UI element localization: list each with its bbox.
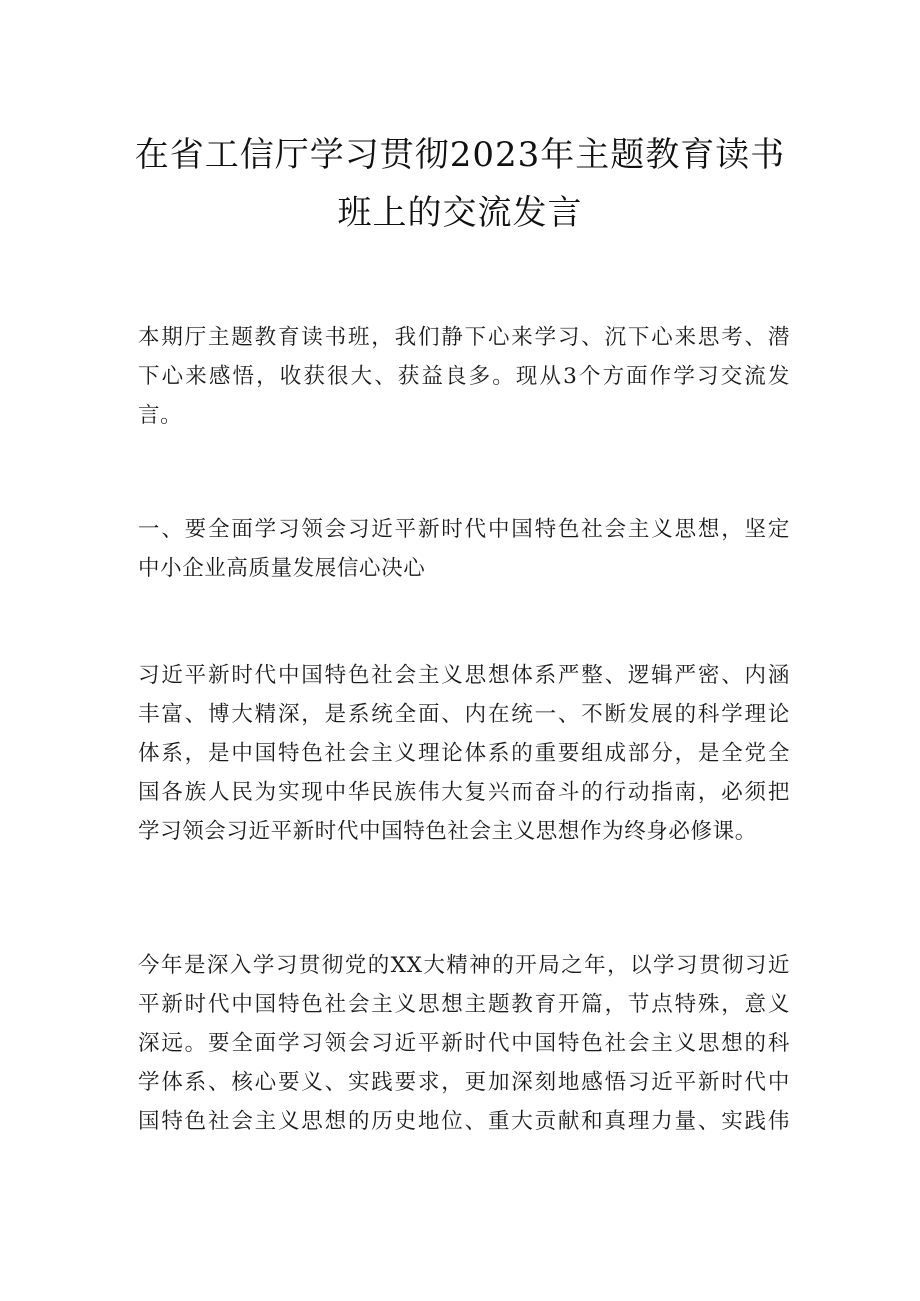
paragraph-line: 国特色社会主义思想的历史地位、重大贡献和真理力量、实践伟 xyxy=(138,1109,790,1134)
paragraph-line: 学体系、核心要义、实践要求，更加深刻地感悟习近平新时代中 xyxy=(138,1070,790,1095)
paragraph-line: 平新时代中国特色社会主义思想主题教育开篇，节点特殊，意义 xyxy=(138,992,790,1017)
body-paragraph xyxy=(138,946,790,1141)
paragraph-line: 下心来感悟，收获很大、获益良多。现从3个方面作学习交流发 xyxy=(138,364,790,389)
paragraph-line: 国各族人民为实现中华民族伟大复兴而奋斗的行动指南，必须把 xyxy=(138,780,790,805)
section-heading-1 xyxy=(138,510,790,588)
heading-line: 一、要全面学习领会习近平新时代中国特色社会主义思想，坚定 xyxy=(138,517,790,542)
paragraph-line: 今年是深入学习贯彻党的XX大精神的开局之年，以学习贯彻习近 xyxy=(138,953,790,978)
paragraph-line: 学习领会习近平新时代中国特色社会主义思想作为终身必修课。 xyxy=(138,819,757,844)
title-line: 班上的交流发言 xyxy=(337,193,583,233)
intro-paragraph xyxy=(138,318,790,435)
paragraph-line: 体系，是中国特色社会主义理论体系的重要组成部分，是全党全 xyxy=(138,741,790,766)
paragraph-line: 言。 xyxy=(138,403,183,428)
title-line: 在省工信厅学习贯彻2023年主题教育读书 xyxy=(134,135,786,175)
paragraph-line: 本期厅主题教育读书班，我们静下心来学习、沉下心来思考、潜 xyxy=(138,325,790,350)
body-paragraph xyxy=(138,656,790,851)
heading-line: 中小企业高质量发展信心决心 xyxy=(138,556,426,581)
paragraph-line: 深远。要全面学习领会习近平新时代中国特色社会主义思想的科 xyxy=(138,1031,790,1056)
paragraph-line: 习近平新时代中国特色社会主义思想体系严整、逻辑严密、内涵 xyxy=(138,663,790,688)
paragraph-line: 丰富、博大精深，是系统全面、内在统一、不断发展的科学理论 xyxy=(138,702,790,727)
document-title xyxy=(100,126,820,242)
